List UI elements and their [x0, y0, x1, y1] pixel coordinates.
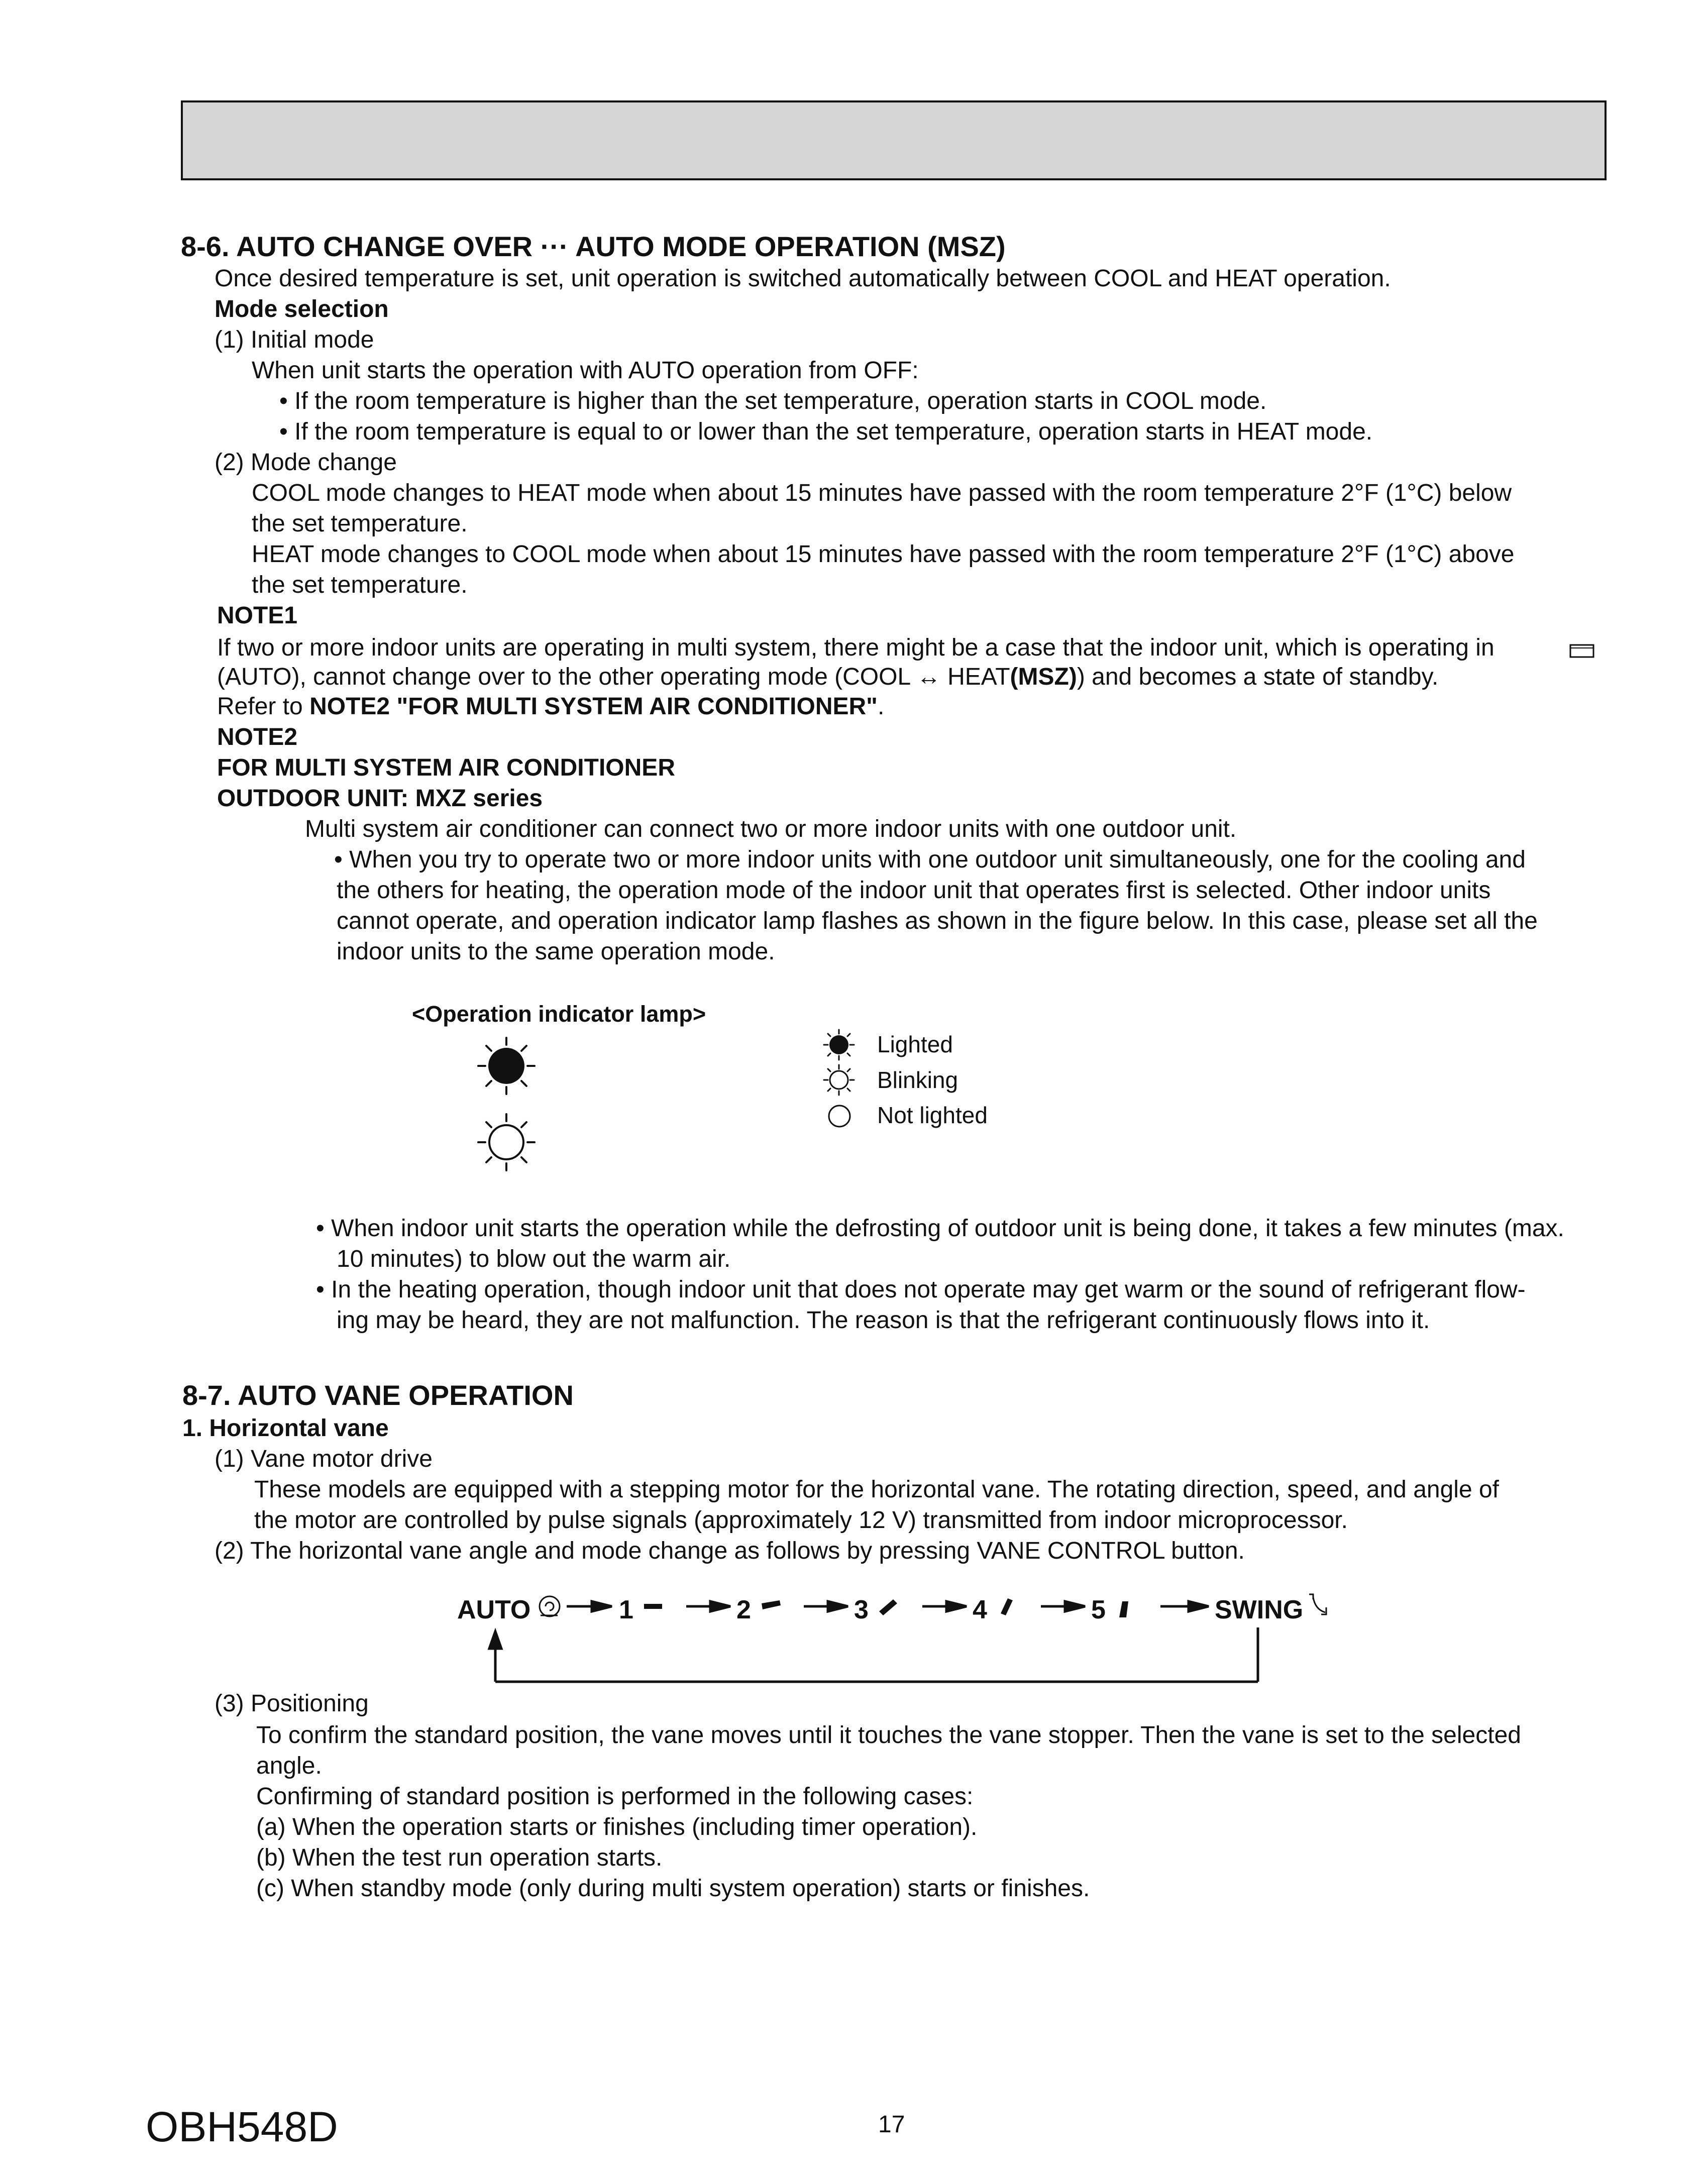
note1-refer: Refer to NOTE2 "FOR MULTI SYSTEM AIR CONDITIONER".	[217, 693, 885, 720]
lamp-blinking-icon	[476, 1112, 537, 1172]
vane-angle-desc: (2) The horizontal vane angle and mode change as follows by pressing VANE CONTROL button.	[215, 1538, 1245, 1564]
vane-step-2: 2	[736, 1595, 751, 1624]
auto-intro: Once desired temperature is set, unit operation is switched automatically between COOL and HEAT operation.	[215, 265, 1391, 292]
vane-step-4: 4	[973, 1595, 987, 1624]
multi-bullet-line1: • When you try to operate two or more indoor units with one outdoor unit simultaneously, one for the cooling and	[334, 846, 1526, 873]
legend-not-lighted-icon	[826, 1103, 852, 1129]
swing-icon	[1309, 1594, 1326, 1614]
heat-to-cool-line2: the set temperature.	[252, 572, 468, 598]
header-bar	[181, 100, 1607, 180]
legend-blinking-label: Blinking	[877, 1067, 958, 1093]
bullet-cool: • If the room temperature is higher than the set temperature, operation starts in COOL mode.	[279, 388, 1267, 414]
section-8-7-title: 8-7. AUTO VANE OPERATION	[182, 1379, 574, 1411]
mode-selection-heading: Mode selection	[215, 296, 389, 322]
defrost-line2: 10 minutes) to blow out the warm air.	[337, 1246, 731, 1272]
positioning-heading: (3) Positioning	[215, 1690, 369, 1717]
return-loop	[489, 1627, 1258, 1682]
note2-subtitle: FOR MULTI SYSTEM AIR CONDITIONER	[217, 754, 675, 781]
vane-sequence-diagram	[452, 1582, 1346, 1693]
vane-step-1: 1	[619, 1595, 633, 1624]
vane-angle-3-icon	[879, 1599, 897, 1615]
positioning-case-c: (c) When standby mode (only during multi system operation) starts or finishes.	[256, 1875, 1090, 1902]
heating-line1: • In the heating operation, though indoor unit that does not operate may get warm or the sound of refrigerant flow-	[316, 1276, 1526, 1303]
note1-line2: (AUTO), cannot change over to the other operating mode (COOL ↔ HEAT(MSZ)) and becomes a state of standby.	[217, 664, 1439, 690]
heat-to-cool-line1: HEAT mode changes to COOL mode when about 15 minutes have passed with the room temperature 2°F (1°C) above	[252, 541, 1515, 568]
vane-angle-2-icon	[762, 1600, 781, 1609]
vane-motor-line2: the motor are controlled by pulse signals (approximately 12 V) transmitted from indoor microprocessor.	[254, 1507, 1348, 1534]
auto-mode-icon	[1569, 642, 1595, 659]
cool-to-heat-line2: the set temperature.	[252, 510, 468, 537]
bullet-heat: • If the room temperature is equal to or lower than the set temperature, operation starts in HEAT mode.	[279, 418, 1373, 445]
legend-not-lighted-label: Not lighted	[877, 1102, 988, 1128]
positioning-case-b: (b) When the test run operation starts.	[256, 1844, 663, 1871]
legend-lighted-icon	[823, 1029, 855, 1061]
initial-mode-heading: (1) Initial mode	[215, 326, 374, 353]
section-8-6-title: 8-6. AUTO CHANGE OVER ··· AUTO MODE OPERATION (MSZ)	[181, 231, 1006, 262]
vane-step-swing: SWING	[1215, 1595, 1304, 1624]
auto-swirl-icon	[540, 1596, 560, 1616]
positioning-case-a: (a) When the operation starts or finishes (including timer operation).	[256, 1814, 978, 1840]
vane-step-auto: AUTO	[457, 1595, 531, 1624]
positioning-line2: angle.	[256, 1753, 322, 1779]
cool-to-heat-line1: COOL mode changes to HEAT mode when about 15 minutes have passed with the room temperature 2°F (1°C) below	[252, 480, 1512, 506]
vane-motor-line1: These models are equipped with a stepping motor for the horizontal vane. The rotating direction, speed, and angle of	[254, 1476, 1499, 1503]
vane-step-5: 5	[1091, 1595, 1106, 1624]
horizontal-vane-heading: 1. Horizontal vane	[182, 1415, 389, 1442]
note1-title: NOTE1	[217, 602, 298, 629]
vane-angle-4-icon	[1001, 1598, 1013, 1615]
lamp-caption: <Operation indicator lamp>	[412, 1001, 706, 1027]
defrost-line1: • When indoor unit starts the operation while the defrosting of outdoor unit is being done, it takes a few minutes (max.	[316, 1215, 1564, 1242]
note1-line1: If two or more indoor units are operating in multi system, there might be a case that the indoor unit, which is operating in	[217, 634, 1494, 661]
vane-step-3: 3	[854, 1595, 869, 1624]
vane-angle-1-icon	[644, 1604, 662, 1609]
positioning-line3: Confirming of standard position is performed in the following cases:	[256, 1783, 974, 1810]
multi-desc: Multi system air conditioner can connect two or more indoor units with one outdoor unit.	[305, 816, 1237, 842]
vane-angle-5-icon	[1119, 1601, 1128, 1617]
multi-bullet-line3: cannot operate, and operation indicator lamp flashes as shown in the figure below. In this case, please set all the	[337, 908, 1538, 934]
vane-motor-heading: (1) Vane motor drive	[215, 1446, 433, 1472]
lamp-lighted-icon	[476, 1036, 537, 1096]
multi-bullet-line2: the others for heating, the operation mode of the indoor unit that operates first is selected. Other indoor units	[337, 877, 1491, 904]
legend-blinking-icon	[823, 1064, 855, 1096]
heating-line2: ing may be heard, they are not malfunction. The reason is that the refrigerant continuously flows into it.	[337, 1307, 1430, 1334]
page-number: 17	[878, 2111, 905, 2138]
legend-lighted-label: Lighted	[877, 1031, 953, 1057]
multi-bullet-line4: indoor units to the same operation mode.	[337, 938, 775, 965]
note2-title: NOTE2	[217, 724, 298, 750]
positioning-line1: To confirm the standard position, the vane moves until it touches the vane stopper. Then the vane is set to the selected	[256, 1722, 1521, 1749]
mode-change-heading: (2) Mode change	[215, 449, 397, 476]
document-code: OBH548D	[146, 2103, 338, 2150]
outdoor-unit-heading: OUTDOOR UNIT: MXZ series	[217, 785, 543, 812]
initial-mode-desc: When unit starts the operation with AUTO operation from OFF:	[252, 357, 919, 384]
